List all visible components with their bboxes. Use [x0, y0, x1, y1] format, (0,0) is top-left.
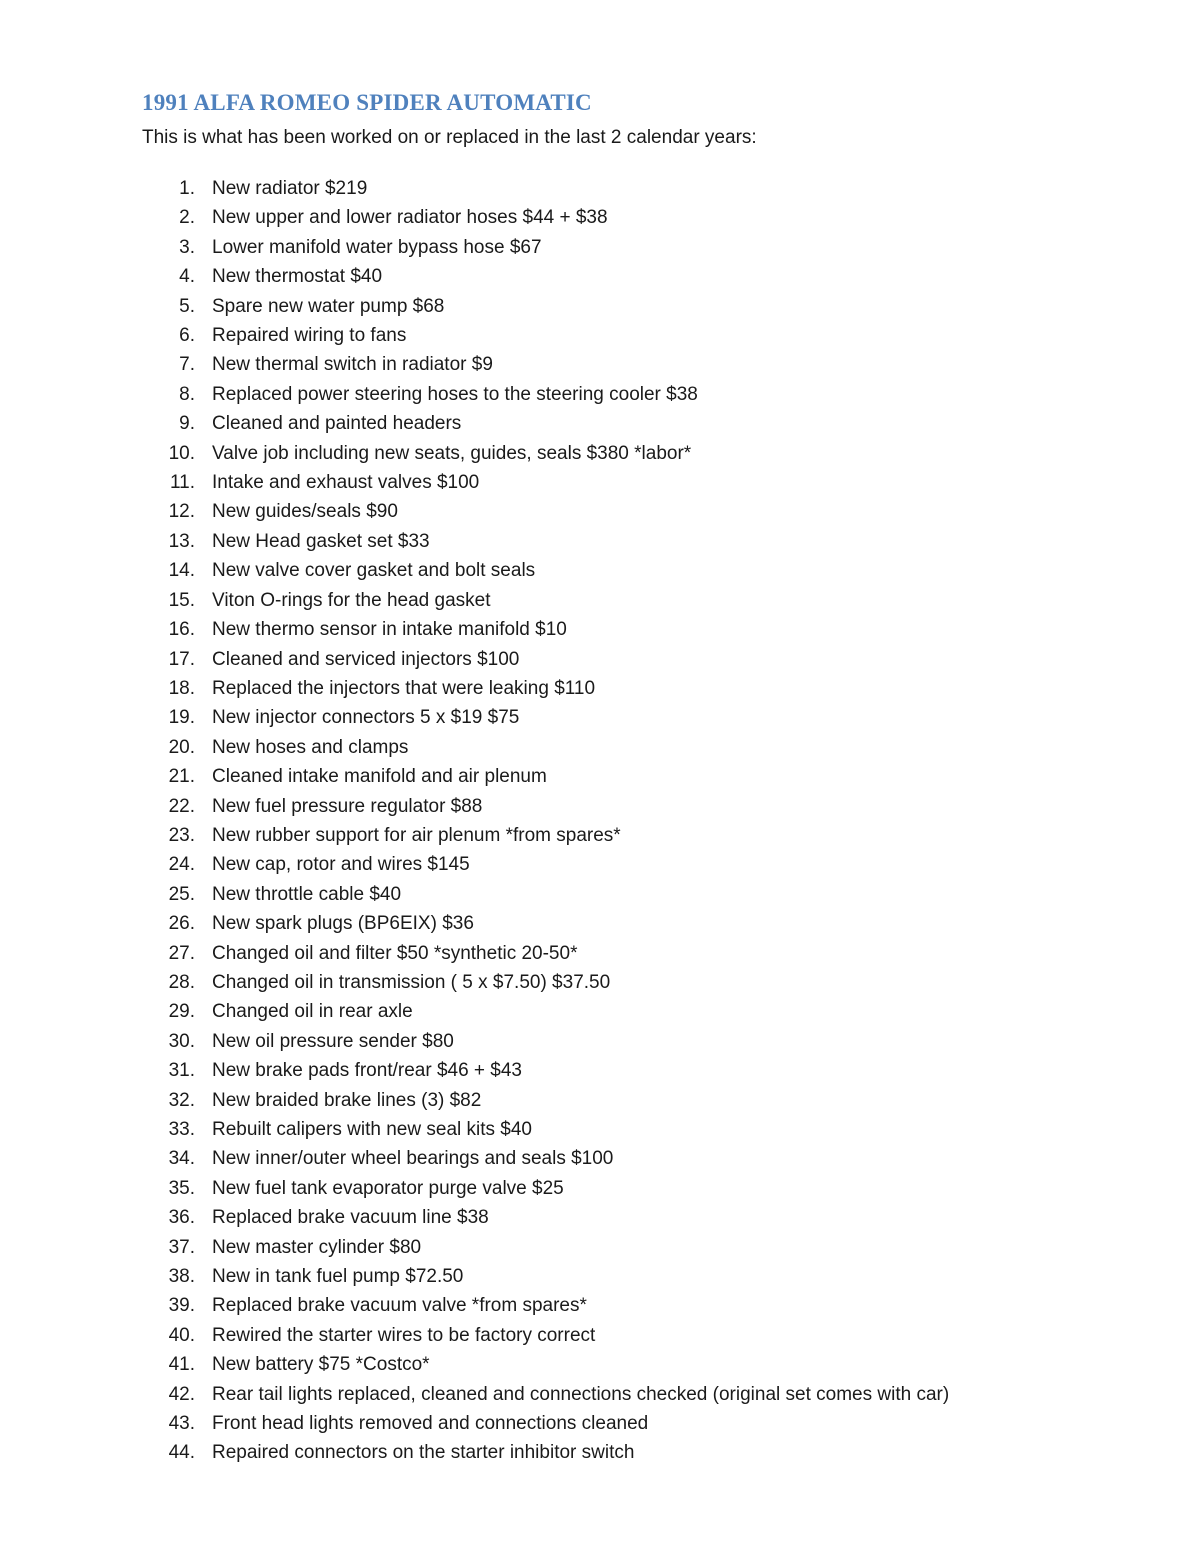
list-item-number: 25. [168, 883, 195, 905]
list-item-number: 15. [168, 589, 195, 611]
list-item-number: 1. [179, 178, 195, 199]
list-item-text: New thermo sensor in intake manifold $10 [212, 619, 567, 641]
list-item-number: 43. [168, 1413, 195, 1435]
list-item-number: 4. [179, 266, 195, 288]
document-title: 1991 ALFA ROMEO SPIDER AUTOMATIC [142, 90, 592, 115]
list-item-text: New throttle cable $40 [212, 883, 402, 905]
list-item-number: 22. [168, 795, 195, 817]
list-item-text: Lower manifold water bypass hose $67 [212, 236, 542, 258]
list-item-text: Replaced power steering hoses to the steering cooler $38 [212, 383, 698, 405]
list-item-number: 31. [168, 1060, 195, 1082]
list-item-text: New fuel pressure regulator $88 [212, 795, 483, 817]
list-item-text: Cleaned and serviced injectors $100 [212, 648, 520, 670]
list-item-text: New cap, rotor and wires $145 [212, 854, 470, 876]
list-item-text: New valve cover gasket and bolt seals [212, 560, 536, 582]
list-item-text: New radiator $219 [212, 178, 368, 199]
list-item-text: New guides/seals $90 [212, 501, 398, 523]
list-item-text: New fuel tank evaporator purge valve $25 [212, 1177, 564, 1199]
list-item-number: 26. [168, 913, 195, 935]
list-item-text: New master cylinder $80 [212, 1236, 422, 1258]
list-item-number: 9. [179, 413, 195, 435]
list-item-text: Changed oil in transmission ( 5 x $7.50) $37.50 [212, 971, 611, 993]
list-item-number: 10. [168, 442, 195, 464]
list-item-text: New oil pressure sender $80 [212, 1030, 454, 1052]
list-item-number: 13. [168, 530, 195, 552]
list-item-number: 11. [169, 472, 195, 494]
list-item-text: New inner/outer wheel bearings and seals $100 [212, 1148, 614, 1170]
list-item-number: 42. [168, 1383, 195, 1405]
list-item-number: 12. [168, 501, 195, 523]
list-item-number: 36. [168, 1207, 195, 1229]
list-item-text: Rewired the starter wires to be factory correct [212, 1324, 596, 1346]
list-item-text: Changed oil and filter $50 *synthetic 20-50* [212, 942, 578, 964]
list-item-text: New Head gasket set $33 [212, 530, 430, 552]
list-item-number: 28. [168, 971, 195, 993]
list-item-number: 24. [168, 854, 195, 876]
list-item-number: 29. [168, 1001, 195, 1023]
list-item-number: 8. [179, 383, 195, 405]
list-item-text: Rebuilt calipers with new seal kits $40 [212, 1119, 532, 1140]
list-item-number: 18. [168, 677, 195, 699]
list-item-text: Replaced brake vacuum line $38 [212, 1207, 489, 1229]
list-item-text: New braided brake lines (3) $82 [212, 1089, 482, 1111]
list-item-text: New in tank fuel pump $72.50 [212, 1266, 464, 1288]
list-item-text: Front head lights removed and connections cleaned [212, 1413, 649, 1435]
list-item-number: 17. [168, 648, 195, 670]
list-item-number: 38. [168, 1266, 195, 1288]
list-item-number: 2. [179, 207, 195, 229]
list-item-number: 23. [168, 824, 195, 846]
list-item-number: 30. [168, 1030, 195, 1052]
list-item-text: Repaired connectors on the starter inhibitor switch [212, 1442, 635, 1464]
list-item-text: Replaced brake vacuum valve *from spares* [212, 1295, 587, 1317]
list-item-number: 40. [168, 1324, 195, 1346]
list-item-text: Spare new water pump $68 [212, 295, 445, 317]
list-item-number: 41. [168, 1354, 195, 1376]
list-item-number: 5. [179, 295, 195, 317]
list-item-text: Repaired wiring to fans [212, 325, 407, 347]
list-item-number: 3. [179, 236, 195, 258]
list-item-number: 44. [168, 1442, 195, 1464]
list-item-number: 35. [168, 1177, 195, 1199]
list-item-text: New brake pads front/rear $46 + $43 [212, 1060, 522, 1082]
list-item-text: New hoses and clamps [212, 736, 409, 758]
list-item-text: Intake and exhaust valves $100 [212, 472, 480, 494]
list-item-number: 27. [168, 942, 195, 964]
list-item-text: New injector connectors 5 x $19 $75 [212, 707, 520, 729]
list-item-number: 19. [168, 707, 195, 729]
list-item-number: 6. [179, 325, 195, 347]
list-item-text: Replaced the injectors that were leaking $110 [212, 677, 596, 699]
list-item-number: 37. [168, 1236, 195, 1258]
list-item-text: Rear tail lights replaced, cleaned and connections checked (original set comes with car) [212, 1383, 950, 1405]
list-item-number: 21. [168, 766, 195, 788]
list-item-text: New rubber support for air plenum *from spares* [212, 824, 621, 846]
list-item-text: New upper and lower radiator hoses $44 + $38 [212, 207, 608, 229]
list-item-number: 33. [168, 1119, 195, 1140]
list-item-number: 34. [168, 1148, 195, 1170]
list-item-number: 16. [168, 619, 195, 641]
list-item-text: Changed oil in rear axle [212, 1001, 413, 1023]
document-subtitle: This is what has been worked on or replaced in the last 2 calendar years: [142, 127, 757, 148]
list-item-text: New thermal switch in radiator $9 [212, 354, 493, 376]
list-item-text: Valve job including new seats, guides, seals $380 *labor* [212, 442, 692, 464]
list-item-text: New spark plugs (BP6EIX) $36 [212, 913, 474, 935]
list-item-text: Cleaned intake manifold and air plenum [212, 766, 547, 788]
list-item-text: Cleaned and painted headers [212, 413, 462, 435]
list-item-number: 32. [168, 1089, 195, 1111]
list-item-number: 7. [179, 354, 195, 376]
list-item-number: 20. [168, 736, 195, 758]
list-item-number: 14. [168, 560, 195, 582]
list-item-text: New thermostat $40 [212, 266, 383, 288]
list-item-text: New battery $75 *Costco* [212, 1354, 430, 1376]
list-item-number: 39. [168, 1295, 195, 1317]
list-item-text: Viton O-rings for the head gasket [212, 589, 491, 611]
